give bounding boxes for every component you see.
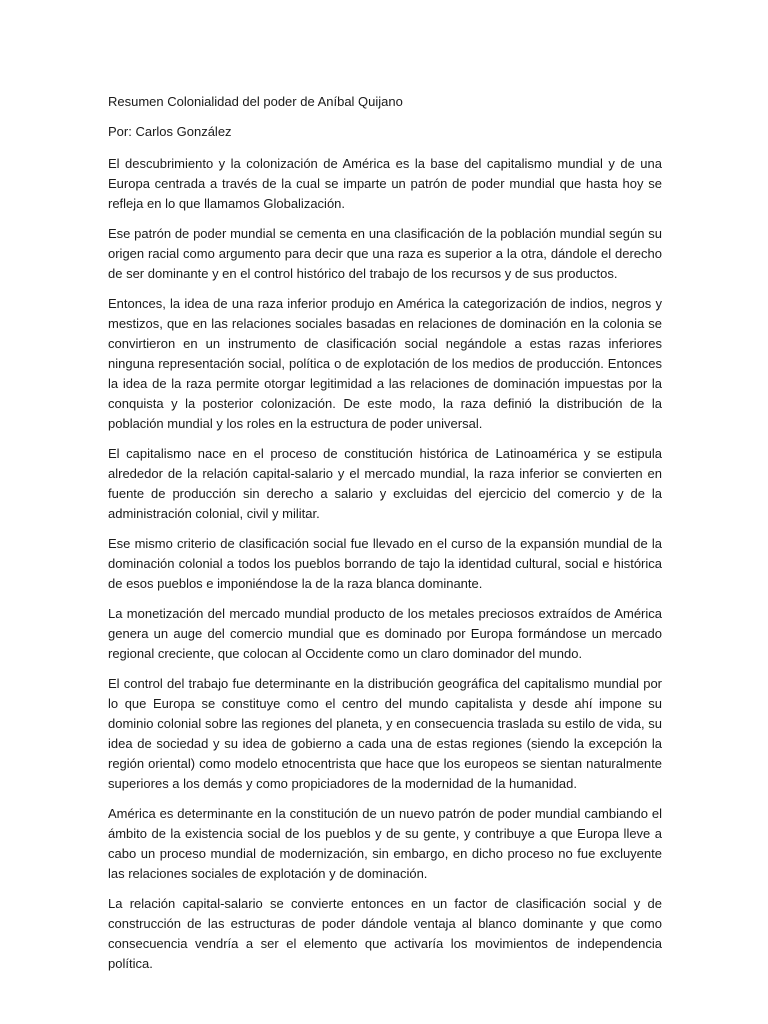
paragraph-6: La monetización del mercado mundial producto de los metales preciosos extraídos de América genera un auge del comercio mundial que es dominado por Europa formándose un mercado regional creciente, que colocan al Occidente como un claro dominador del mundo. bbox=[108, 606, 662, 661]
paragraph-8: América es determinante en la constitución de un nuevo patrón de poder mundial cambiando el ámbito de la existencia social de los pueblos y de su gente, y contribuye a que Europa lleve a cabo un proceso mundial de modernización, sin embargo, en dicho proceso no fue excluyente las relaciones sociales de explotación y de dominación. bbox=[108, 806, 662, 881]
paragraph-3: Entonces, la idea de una raza inferior produjo en América la categorización de indios, negros y mestizos, que en las relaciones sociales basadas en relaciones de dominación en la colonia se convirtieron en un instrumento de clasificación social negándole a estas razas inferiores ninguna representación social, política o de explotación de los medios de producción. Entonces la idea de la raza permite otorgar legitimidad a las relaciones de dominación impuestas por la conquista y la posterior colonización. De este modo, la raza definió la distribución de la población mundial y los roles en la estructura de poder universal. bbox=[108, 296, 662, 431]
paragraph-2: Ese patrón de poder mundial se cementa en una clasificación de la población mundial según su origen racial como argumento para decir que una raza es superior a la otra, dándole el derecho de ser dominante y en el control histórico del trabajo de los recursos y de sus productos. bbox=[108, 226, 662, 281]
paragraph-1: El descubrimiento y la colonización de América es la base del capitalismo mundial y de una Europa centrada a través de la cual se imparte un patrón de poder mundial que hasta hoy se refleja en lo que llamamos Globalización. bbox=[108, 156, 662, 211]
document-page bbox=[108, 92, 662, 984]
paragraph-9: La relación capital-salario se convierte entonces en un factor de clasificación social y de construcción de las estructuras de poder dándole ventaja al blanco dominante y que como consecuencia vendría a ser el elemento que activaría los movimientos de independencia política. bbox=[108, 896, 662, 971]
document-title: Resumen Colonialidad del poder de Aníbal Quijano bbox=[108, 94, 403, 109]
paragraph-7: El control del trabajo fue determinante en la distribución geográfica del capitalismo mundial por lo que Europa se constituye como el centro del mundo capitalista y desde ahí impone su dominio colonial sobre las regiones del planeta, y en consecuencia traslada su estilo de vida, su idea de sociedad y su idea de gobierno a cada una de estas regiones (siendo la excepción la región oriental) como modelo etnocentrista que hace que los europeos se sientan naturalmente superiores a los demás y como propiciadores de la modernidad de la humanidad. bbox=[108, 676, 662, 791]
paragraph-4: El capitalismo nace en el proceso de constitución histórica de Latinoamérica y se estipula alrededor de la relación capital-salario y el mercado mundial, la raza inferior se convierten en fuente de producción sin derecho a salario y excluidas del ejercicio del comercio y de la administración colonial, civil y militar. bbox=[108, 446, 662, 521]
document-author: Por: Carlos González bbox=[108, 124, 232, 139]
paragraph-5: Ese mismo criterio de clasificación social fue llevado en el curso de la expansión mundial de la dominación colonial a todos los pueblos borrando de tajo la identidad cultural, social e histórica de esos pueblos e imponiéndose la de la raza blanca dominante. bbox=[108, 536, 662, 591]
